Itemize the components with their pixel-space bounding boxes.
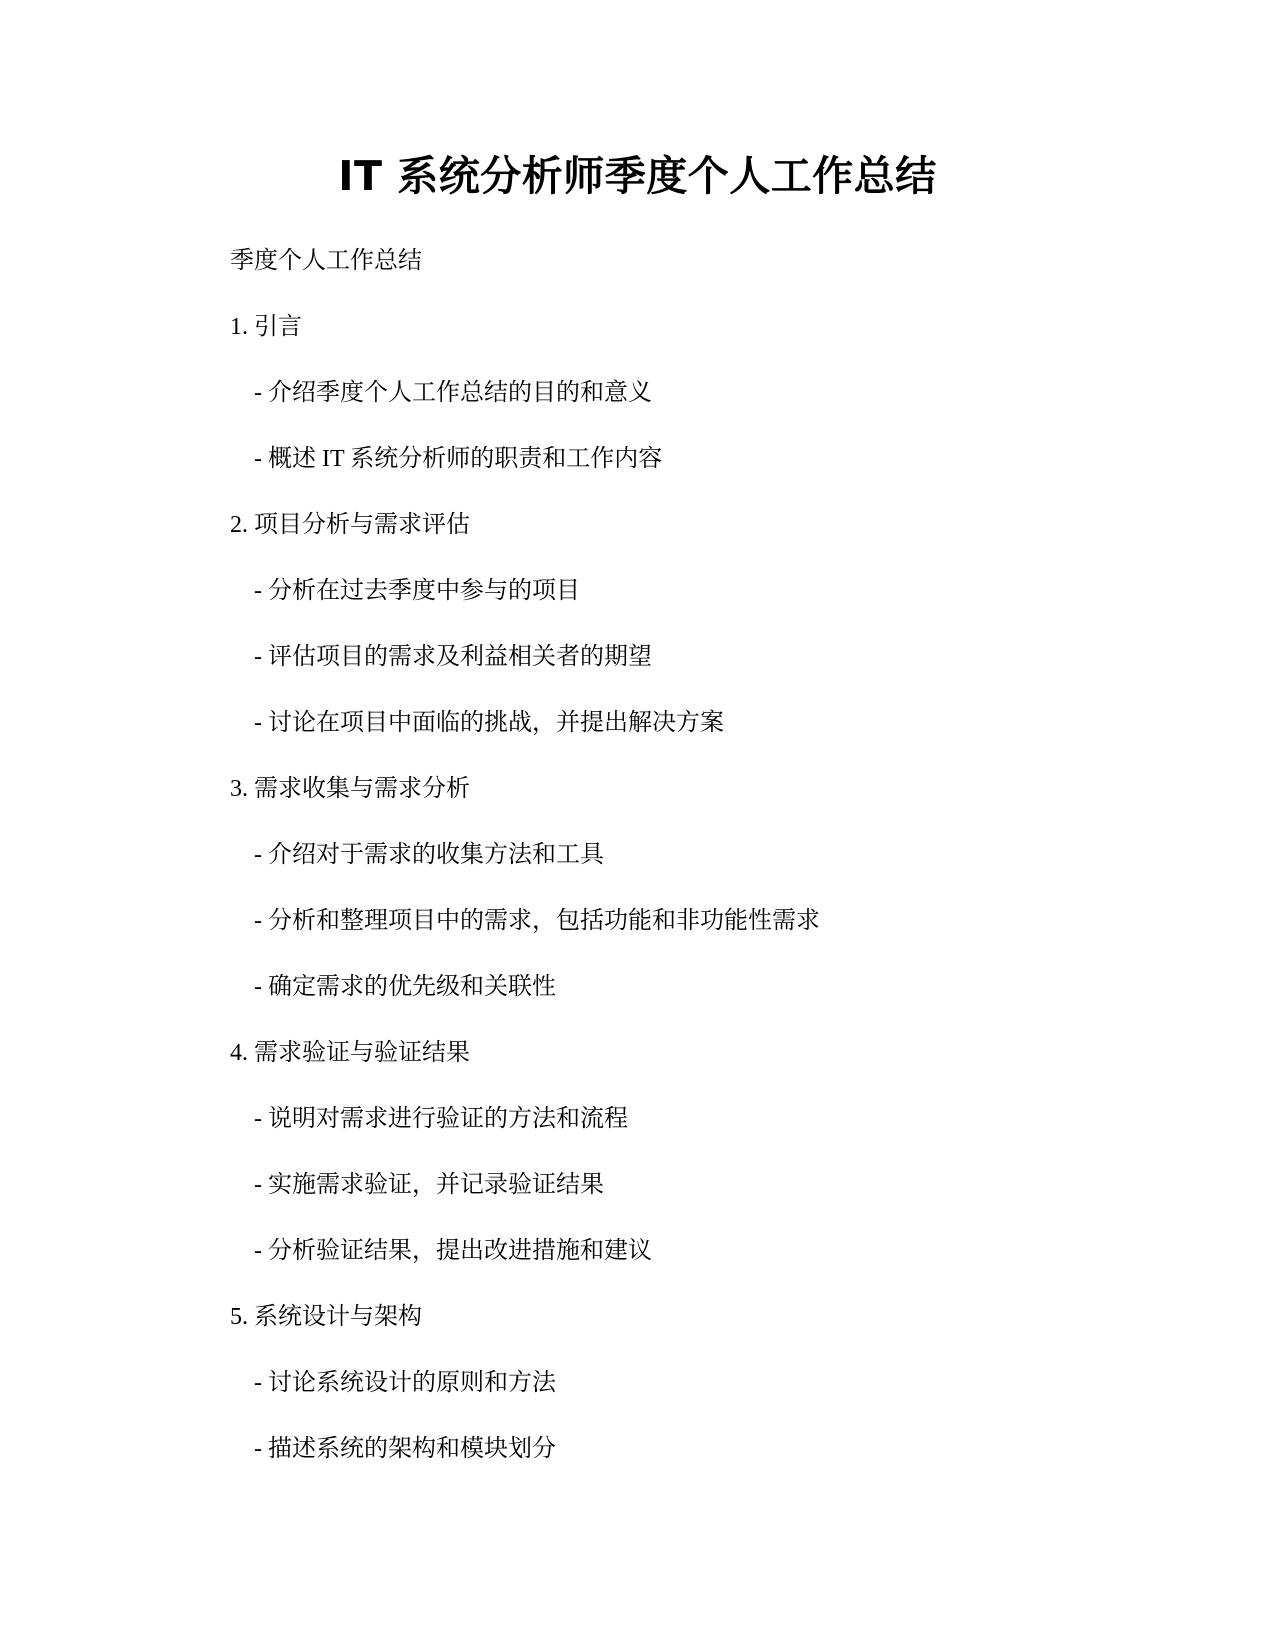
list-item: - 讨论系统设计的原则和方法 [254, 1370, 556, 1396]
list-item: - 介绍季度个人工作总结的目的和意义 [254, 380, 652, 406]
section-heading: 2. 项目分析与需求评估 [230, 512, 470, 538]
list-item: - 分析在过去季度中参与的项目 [254, 578, 580, 604]
list-item: - 介绍对于需求的收集方法和工具 [254, 842, 604, 868]
section-heading: 5. 系统设计与架构 [230, 1304, 422, 1330]
list-item: - 讨论在项目中面临的挑战，并提出解决方案 [254, 710, 724, 736]
list-item: - 分析和整理项目中的需求，包括功能和非功能性需求 [254, 908, 820, 934]
page-title: IT 系统分析师季度个人工作总结 [338, 152, 937, 200]
list-item: - 描述系统的架构和模块划分 [254, 1436, 556, 1462]
list-item: - 评估项目的需求及利益相关者的期望 [254, 644, 652, 670]
document-body [230, 246, 1110, 1500]
list-item: - 说明对需求进行验证的方法和流程 [254, 1106, 628, 1132]
section-heading: 3. 需求收集与需求分析 [230, 776, 470, 802]
section-heading: 1. 引言 [230, 314, 302, 340]
list-item: - 概述 IT 系统分析师的职责和工作内容 [254, 446, 663, 472]
section-heading: 季度个人工作总结 [230, 248, 422, 274]
section-heading: 4. 需求验证与验证结果 [230, 1040, 470, 1066]
list-item: - 确定需求的优先级和关联性 [254, 974, 556, 1000]
list-item: - 分析验证结果，提出改进措施和建议 [254, 1238, 652, 1264]
list-item: - 实施需求验证，并记录验证结果 [254, 1172, 604, 1198]
